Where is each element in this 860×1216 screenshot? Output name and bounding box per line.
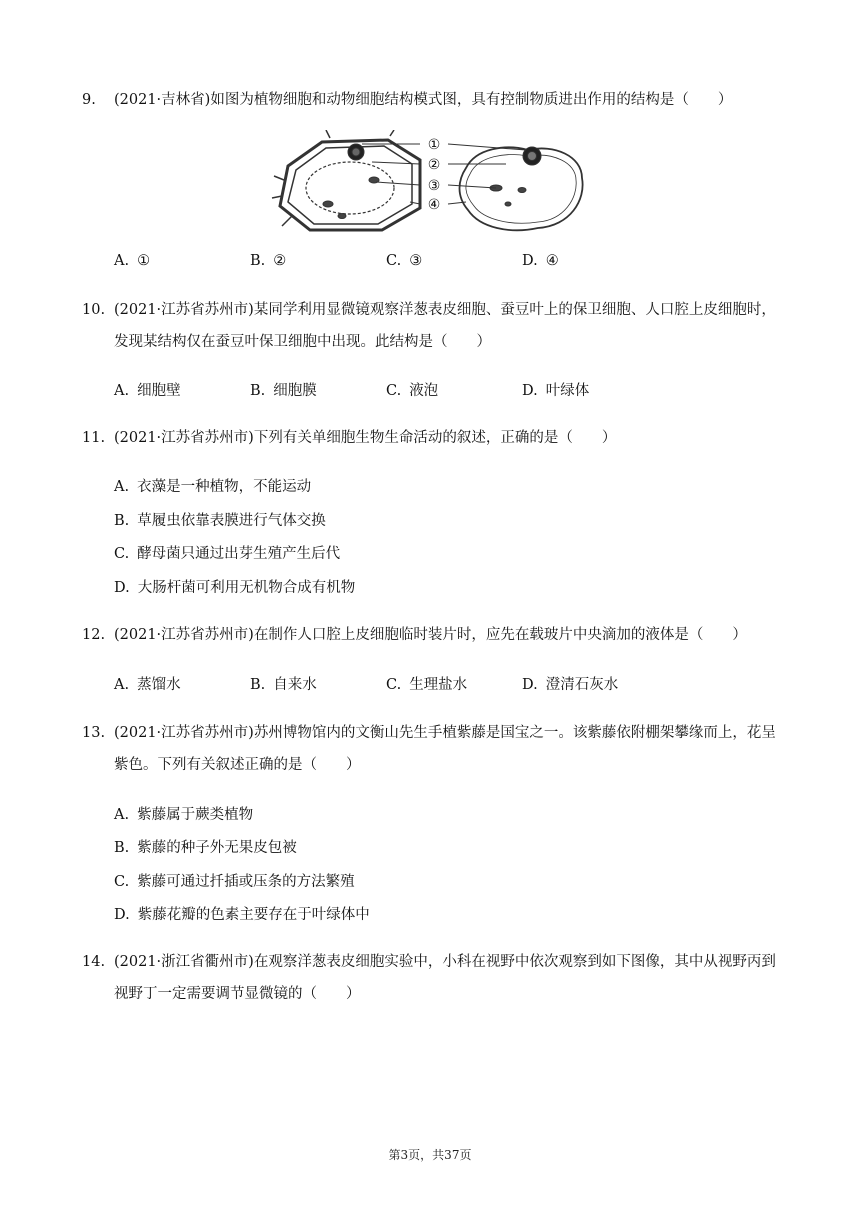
option-c[interactable]: C. 生理盐水	[386, 677, 468, 693]
option-a[interactable]: A. 细胞壁	[114, 383, 181, 399]
question-number: 12.	[82, 627, 106, 643]
question-number: 14.	[82, 954, 106, 970]
page-number-footer: 第3页，共37页	[388, 1148, 472, 1162]
option-a[interactable]: A. 蒸馏水	[114, 677, 181, 693]
question-number: 11.	[82, 430, 106, 446]
option-c[interactable]: C. 酵母菌只通过出芽生殖产生后代	[114, 546, 341, 562]
question-9	[82, 84, 782, 116]
option-b[interactable]: B. 草履虫依靠表膜进行气体交换	[114, 513, 326, 529]
cell-diagram	[270, 130, 590, 240]
option-b[interactable]: B. 细胞膜	[250, 383, 317, 399]
question-14	[82, 946, 782, 1010]
question-number: 10.	[82, 302, 106, 318]
question-number: 13.	[82, 725, 106, 741]
question-stem: (2021·浙江省衢州市)在观察洋葱表皮细胞实验中，小科在视野中依次观察到如下图像，其中从视野丙到视野丁一定需要调节显微镜的（ ）	[114, 954, 776, 1002]
option-d[interactable]: D. ④	[522, 253, 559, 269]
cell-structure-figure	[270, 130, 590, 240]
question-stem: (2021·江苏省苏州市)某同学利用显微镜观察洋葱表皮细胞、蚕豆叶上的保卫细胞、人口腔上皮细胞时，发现某结构仅在蚕豆叶保卫细胞中出现。此结构是（ ）	[114, 302, 776, 350]
question-stem: (2021·江苏省苏州市)下列有关单细胞生物生命活动的叙述，正确的是（ ）	[114, 430, 617, 446]
option-c[interactable]: C. ③	[386, 253, 423, 269]
question-11	[82, 422, 782, 454]
question-stem: (2021·江苏省苏州市)在制作人口腔上皮细胞临时装片时，应先在载玻片中央滴加的液体是（ ）	[114, 627, 747, 643]
question-10	[82, 294, 782, 358]
question-number: 9.	[82, 92, 96, 108]
option-d[interactable]: D. 澄清石灰水	[522, 677, 619, 693]
options-10	[114, 376, 754, 406]
option-d[interactable]: D. 叶绿体	[522, 383, 590, 399]
label-4: ④	[427, 197, 441, 213]
question-12	[82, 619, 782, 651]
option-d[interactable]: D. 大肠杆菌可利用无机物合成有机物	[114, 580, 356, 596]
animal-cell	[460, 147, 583, 230]
label-3: ③	[427, 178, 441, 194]
option-a[interactable]: A. 衣藻是一种植物，不能运动	[114, 479, 312, 495]
label-1: ①	[427, 137, 441, 153]
option-c[interactable]: C. 紫藤可通过扦插或压条的方法繁殖	[114, 874, 355, 890]
options-9	[114, 246, 754, 276]
question-13	[82, 717, 782, 781]
option-c[interactable]: C. 液泡	[386, 383, 439, 399]
plant-cell	[272, 130, 420, 230]
question-stem: (2021·吉林省)如图为植物细胞和动物细胞结构模式图，具有控制物质进出作用的结构是（ ）	[114, 92, 733, 108]
option-b[interactable]: B. 自来水	[250, 677, 317, 693]
option-a[interactable]: A. 紫藤属于蕨类植物	[114, 807, 254, 823]
question-stem: (2021·江苏省苏州市)苏州博物馆内的文衡山先生手植紫藤是国宝之一。该紫藤依附棚架攀缘而上，花呈紫色。下列有关叙述正确的是（ ）	[114, 725, 776, 773]
options-12	[114, 670, 754, 700]
option-a[interactable]: A. ①	[114, 253, 151, 269]
option-b[interactable]: B. ②	[250, 253, 287, 269]
option-d[interactable]: D. 紫藤花瓣的色素主要存在于叶绿体中	[114, 907, 370, 923]
option-b[interactable]: B. 紫藤的种子外无果皮包被	[114, 840, 297, 856]
label-2: ②	[427, 157, 441, 173]
